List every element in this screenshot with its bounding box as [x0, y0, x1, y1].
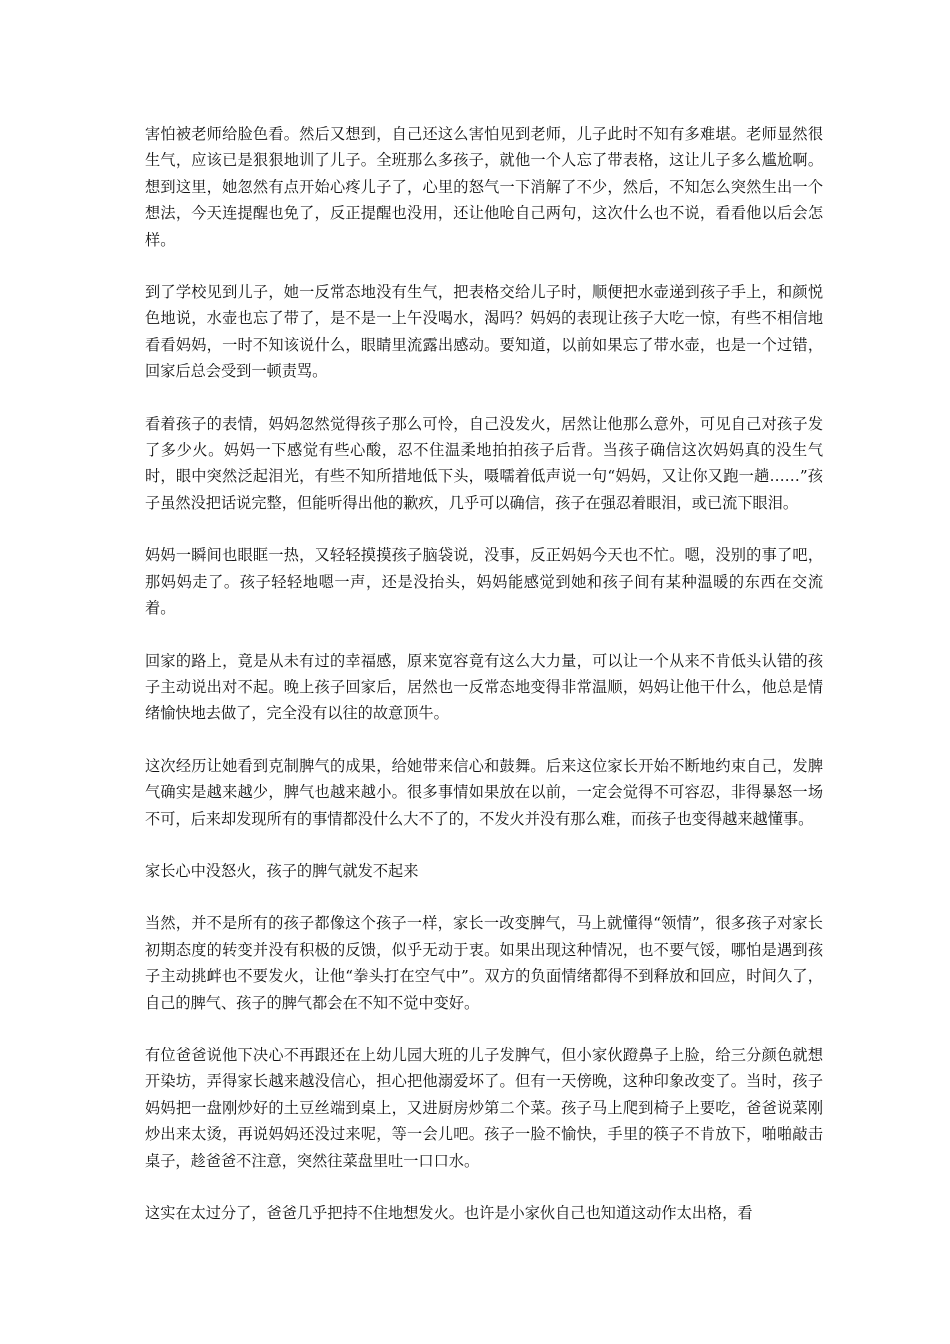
paragraph-4: 妈妈一瞬间也眼眶一热，又轻轻摸摸孩子脑袋说，没事，反正妈妈今天也不忙。嗯，没别的事了吧，那妈妈走了。孩子轻轻地嗯一声，还是没抬头，妈妈能感觉到她和孩子间有某种温暖的东西在交流着。 — [145, 546, 823, 618]
paragraph-3: 看着孩子的表情，妈妈忽然觉得孩子那么可怜，自己没发火，居然让他那么意外，可见自己对孩子发了多少火。妈妈一下感觉有些心酸，忍不住温柔地拍拍孩子后背。当孩子确信这次妈妈真的没生气时，眼中突然泛起泪光，有些不知所措地低下头，嗫嚅着低声说一句“妈妈，又让你又跑一趟……”孩子虽然没把话说完整，但能听得出他的歉疚，几乎可以确信，孩子在强忍着眼泪，或已流下眼泪。 — [145, 414, 823, 512]
paragraph-8: 有位爸爸说他下决心不再跟还在上幼儿园大班的儿子发脾气，但小家伙蹬鼻子上脸，给三分颜色就想开染坊，弄得家长越来越没信心，担心把他溺爱坏了。但有一天傍晚，这种印象改变了。当时，孩子妈妈把一盘刚炒好的土豆丝端到桌上，又进厨房炒第二个菜。孩子马上爬到椅子上要吃，爸爸说菜刚炒出来太烫，再说妈妈还没过来呢，等一会儿吧。孩子一脸不愉快，手里的筷子不肯放下，啪啪敲击桌子，趁爸爸不注意，突然往菜盘里吐一口口水。 — [145, 1045, 823, 1170]
section-heading: 家长心中没怒火，孩子的脾气就发不起来 — [145, 861, 419, 880]
paragraph-1: 害怕被老师给脸色看。然后又想到，自己还这么害怕见到老师，儿子此时不知有多难堪。老师显然很生气，应该已是狠狠地训了儿子。全班那么多孩子，就他一个人忘了带表格，这让儿子多么尴尬啊。想到这里，她忽然有点开始心疼儿子了，心里的怒气一下消解了不少，然后，不知怎么突然生出一个想法，今天连提醒也免了，反正提醒也没用，还让他呛自己两句，这次什么也不说，看看他以后会怎样。 — [145, 125, 823, 249]
document-body — [145, 121, 823, 1252]
paragraph-7: 当然，并不是所有的孩子都像这个孩子一样，家长一改变脾气，马上就懂得“领情”，很多孩子对家长初期态度的转变并没有积极的反馈，似乎无动于衷。如果出现这种情况，也不要气馁，哪怕是遇到孩子主动挑衅也不要发火，让他“拳头打在空气中”。双方的负面情绪都得不到释放和回应，时间久了，自己的脾气、孩子的脾气都会在不知不觉中变好。 — [145, 914, 823, 1012]
paragraph-2: 到了学校见到儿子，她一反常态地没有生气，把表格交给儿子时，顺便把水壶递到孩子手上，和颜悦色地说，水壶也忘了带了，是不是一上午没喝水，渴吗？妈妈的表现让孩子大吃一惊，有些不相信地看看妈妈，一时不知该说什么，眼睛里流露出感动。要知道，以前如果忘了带水壶，也是一个过错，回家后总会受到一顿责骂。 — [145, 283, 823, 381]
paragraph-5: 回家的路上，竟是从未有过的幸福感，原来宽容竟有这么大力量，可以让一个从来不肯低头认错的孩子主动说出对不起。晚上孩子回家后，居然也一反常态地变得非常温顺，妈妈让他干什么，他总是情绪愉快地去做了，完全没有以往的故意顶牛。 — [145, 651, 823, 723]
paragraph-6: 这次经历让她看到克制脾气的成果，给她带来信心和鼓舞。后来这位家长开始不断地约束自己，发脾气确实是越来越少，脾气也越来越小。很多事情如果放在以前，一定会觉得不可容忍，非得暴怒一场不可，后来却发现所有的事情都没什么大不了的，不发火并没有那么难，而孩子也变得越来越懂事。 — [145, 756, 823, 828]
paragraph-9: 这实在太过分了，爸爸几乎把持不住地想发火。也许是小家伙自己也知道这动作太出格，看 — [145, 1204, 753, 1222]
